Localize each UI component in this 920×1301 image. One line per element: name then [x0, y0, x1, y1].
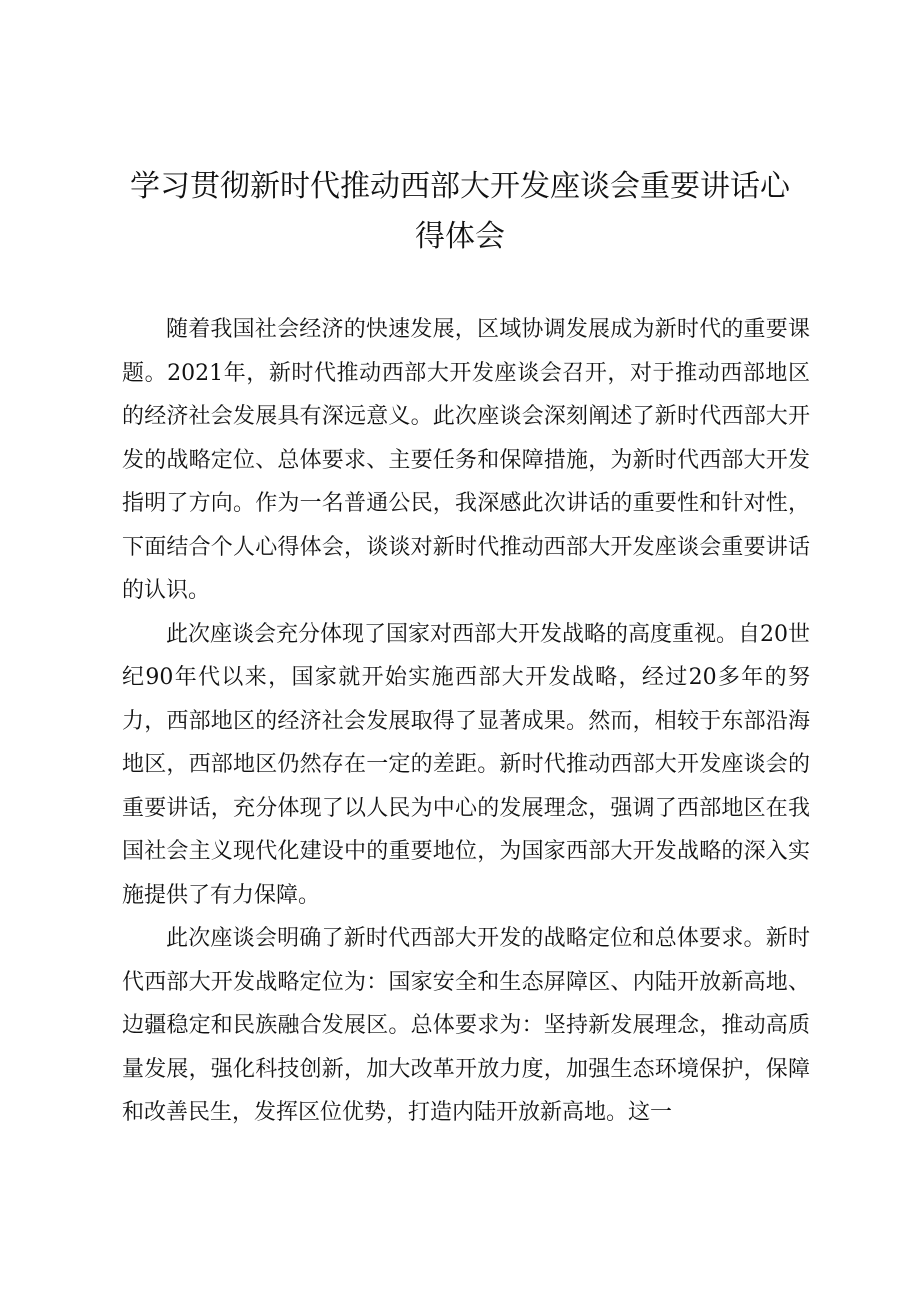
body-paragraph-3: 此次座谈会明确了新时代西部大开发的战略定位和总体要求。新时代西部大开发战略定位为：国家安全和生态屏障区、内陆开放新高地、边疆稳定和民族融合发展区。总体要求为：坚持新发展理念，推动高质量发展，强化科技创新，加大改革开放力度，加强生态环境保护，保障和改善民生，发挥区位优势，打造内陆开放新高地。这一 [122, 926, 810, 1125]
body-paragraph-2: 此次座谈会充分体现了国家对西部大开发战略的高度重视。自20世纪90年代以来，国家就开始实施西部大开发战略，经过20多年的努力，西部地区的经济社会发展取得了显著成果。然而，相较于东部沿海地区，西部地区仍然存在一定的差距。新时代推动西部大开发座谈会的重要讲话，充分体现了以人民为中心的发展理念，强调了西部地区在我国社会主义现代化建设中的重要地位，为国家西部大开发战略的深入实施提供了有力保障。 [122, 621, 810, 908]
document-body [122, 308, 810, 1135]
document-title: 学习贯彻新时代推动西部大开发座谈会重要讲话心得体会 [130, 169, 790, 254]
body-paragraph-1: 随着我国社会经济的快速发展，区域协调发展成为新时代的重要课题。2021年，新时代推动西部大开发座谈会召开，对于推动西部地区的经济社会发展具有深远意义。此次座谈会深刻阐述了新时代西部大开发的战略定位、总体要求、主要任务和保障措施，为新时代西部大开发指明了方向。作为一名普通公民，我深感此次讲话的重要性和针对性，下面结合个人心得体会，谈谈对新时代推动西部大开发座谈会重要讲话的认识。 [122, 317, 810, 603]
